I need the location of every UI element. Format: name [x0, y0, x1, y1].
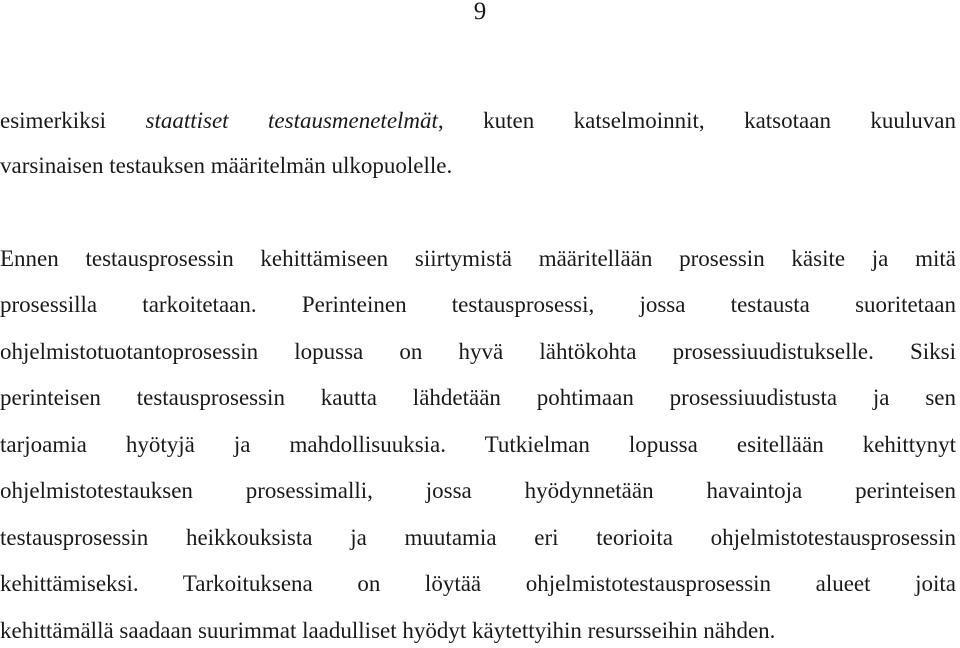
paragraph-2-line-2: prosessilla tarkoitetaan. Perinteinen testausprosessi, jossa testausta suoritetaan — [0, 292, 956, 317]
paragraph-2-line-3: ohjelmistotuotantoprosessin lopussa on hyvä lähtökohta prosessiuudistukselle. Siksi — [0, 339, 956, 364]
paragraph-2-line-4: perinteisen testausprosessin kautta lähdetään pohtimaan prosessiuudistusta ja sen — [0, 385, 956, 410]
paragraph-2-line-1: Ennen testausprosessin kehittämiseen siirtymistä määritellään prosessin käsite ja mitä — [0, 246, 956, 271]
paragraph-2-line-8: kehittämiseksi. Tarkoituksena on löytää ohjelmistotestausprosessin alueet joita — [0, 571, 956, 596]
paragraph-2-line-7: testausprosessin heikkouksista ja muutamia eri teorioita ohjelmistotestausprosessin — [0, 525, 956, 550]
text-segment: esimerkiksi — [0, 108, 146, 133]
paragraph-1-line-2: varsinaisen testauksen määritelmän ulkopuolelle. — [0, 153, 453, 178]
paragraph-2-line-6: ohjelmistotestauksen prosessimalli, jossa hyödynnetään havaintoja perinteisen — [0, 478, 956, 503]
paragraph-2-line-9: kehittämällä saadaan suurimmat laadulliset hyödyt käytettyihin resursseihin nähden. — [0, 618, 776, 643]
italic-term: staattiset testausmenetelmät — [145, 108, 438, 133]
page-number: 9 — [473, 0, 487, 25]
text-segment: , kuten katselmoinnit, katsotaan kuuluvan — [437, 108, 956, 133]
paragraph-1-line-1 — [0, 106, 956, 136]
paragraph-2-line-5: tarjoamia hyötyjä ja mahdollisuuksia. Tutkielman lopussa esitellään kehittynyt — [0, 432, 956, 457]
